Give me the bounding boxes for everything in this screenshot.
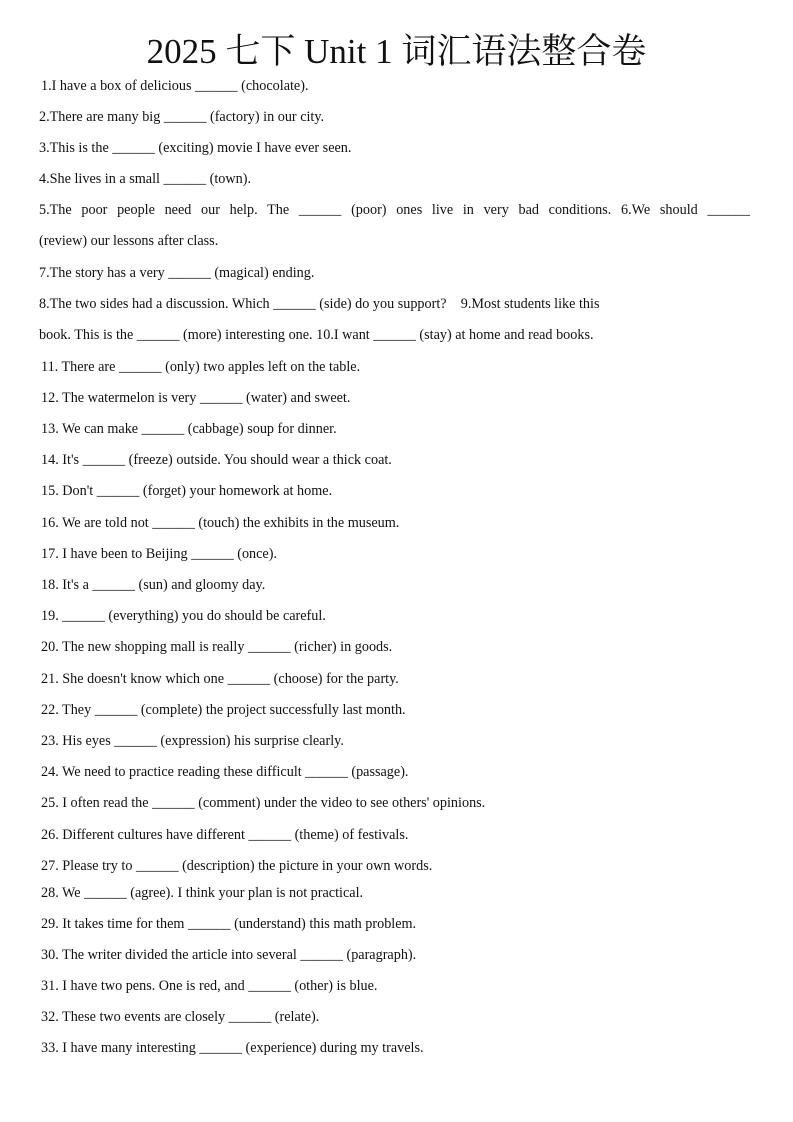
question-line	[39, 201, 750, 219]
question-line	[41, 451, 756, 469]
question-line	[41, 420, 756, 438]
question-text: 7.The story has a very ______ (magical) ending.	[39, 265, 315, 281]
question-line	[41, 857, 756, 875]
question-line	[41, 794, 756, 812]
question-line	[39, 326, 754, 344]
question-text: book. This is the ______ (more) interesting one. 10.I want ______ (stay) at home and read books.	[39, 327, 594, 343]
question-line	[41, 389, 756, 407]
question-text: 11. There are ______ (only) two apples left on the table.	[41, 359, 361, 375]
question-line	[41, 638, 756, 656]
question-text: 20. The new shopping mall is really ______ (richer) in goods.	[41, 639, 393, 655]
question-text: 18. It's a ______ (sun) and gloomy day.	[41, 577, 266, 593]
question-line	[41, 482, 756, 500]
question-text: 5.The poor people need our help. The ______ (poor) ones live in very bad conditions. 6.We should ______	[39, 202, 750, 218]
question-text: 21. She doesn't know which one ______ (choose) for the party.	[41, 671, 399, 687]
question-text: 4.She lives in a small ______ (town).	[39, 171, 252, 187]
question-text: 33. I have many interesting ______ (experience) during my travels.	[41, 1040, 424, 1056]
question-text: 29. It takes time for them ______ (understand) this math problem.	[41, 916, 417, 932]
question-line	[41, 946, 756, 964]
question-line	[39, 108, 754, 126]
question-line	[41, 607, 756, 625]
question-line	[41, 763, 756, 781]
question-line	[39, 232, 754, 250]
question-line	[39, 295, 754, 313]
question-line	[41, 514, 756, 532]
question-text: 28. We ______ (agree). I think your plan is not practical.	[41, 885, 364, 901]
question-text: 2.There are many big ______ (factory) in our city.	[39, 109, 325, 125]
question-line	[39, 264, 754, 282]
question-text: 15. Don't ______ (forget) your homework at home.	[41, 483, 333, 499]
question-text: 12. The watermelon is very ______ (water) and sweet.	[41, 390, 351, 406]
question-text: 23. His eyes ______ (expression) his surprise clearly.	[41, 733, 344, 749]
question-line	[41, 1039, 756, 1057]
question-text: (review) our lessons after class.	[39, 233, 219, 249]
question-text: 8.The two sides had a discussion. Which ______ (side) do you support? 9.Most students like this	[39, 296, 600, 312]
question-line	[39, 139, 754, 157]
question-text: 26. Different cultures have different ______ (theme) of festivals.	[41, 827, 409, 843]
question-line	[41, 977, 756, 995]
question-text: 25. I often read the ______ (comment) under the video to see others' opinions.	[41, 795, 486, 811]
question-text: 27. Please try to ______ (description) the picture in your own words.	[41, 858, 433, 874]
question-text: 19. ______ (everything) you do should be careful.	[41, 608, 326, 624]
question-text: 16. We are told not ______ (touch) the exhibits in the museum.	[41, 515, 400, 531]
question-text: 31. I have two pens. One is red, and ______ (other) is blue.	[41, 978, 378, 994]
question-line	[41, 77, 756, 95]
question-line	[41, 884, 756, 902]
question-line	[41, 358, 756, 376]
question-text: 32. These two events are closely ______ (relate).	[41, 1009, 320, 1025]
question-line	[41, 576, 756, 594]
question-text: 14. It's ______ (freeze) outside. You should wear a thick coat.	[41, 452, 392, 468]
question-line	[41, 670, 756, 688]
question-text: 17. I have been to Beijing ______ (once).	[41, 546, 277, 562]
question-line	[41, 701, 756, 719]
question-text: 13. We can make ______ (cabbage) soup for dinner.	[41, 421, 337, 437]
question-text: 22. They ______ (complete) the project successfully last month.	[41, 702, 406, 718]
question-line	[41, 1008, 756, 1026]
question-line	[41, 826, 756, 844]
question-line	[39, 170, 754, 188]
question-text: 1.I have a box of delicious ______ (chocolate).	[41, 78, 309, 94]
question-line	[41, 545, 756, 563]
question-line	[41, 732, 756, 750]
question-text: 3.This is the ______ (exciting) movie I have ever seen.	[39, 140, 352, 156]
question-text: 24. We need to practice reading these difficult ______ (passage).	[41, 764, 409, 780]
question-text: 30. The writer divided the article into several ______ (paragraph).	[41, 947, 417, 963]
page-title: 2025 七下 Unit 1 词汇语法整合卷	[146, 32, 647, 71]
question-line	[41, 915, 756, 933]
